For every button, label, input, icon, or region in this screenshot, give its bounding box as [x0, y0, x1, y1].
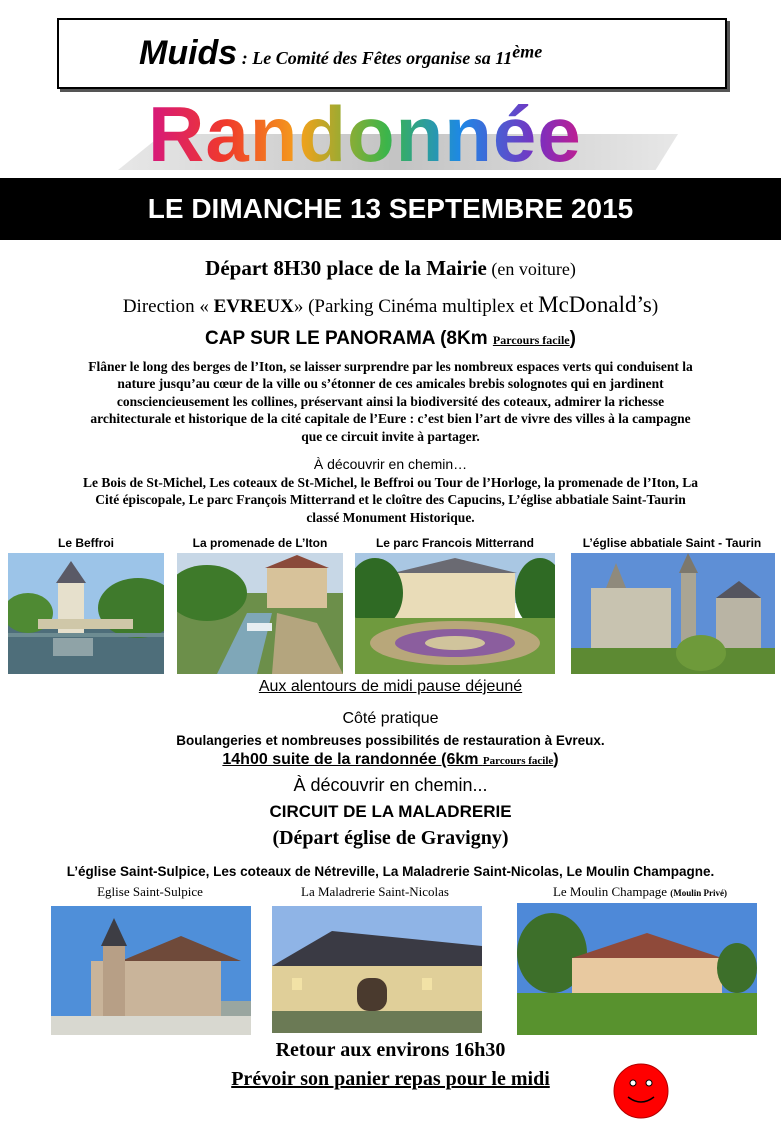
route2-difficulty: Parcours facile [482, 755, 554, 767]
direction-brand: McDonald’s [538, 292, 652, 317]
maladrerie-photo [272, 906, 482, 1033]
description-line: consciencieusement les collines, préservant ainsi la biodiversité des coteaux, admirer la richesse [116, 393, 665, 409]
return-time: Retour aux environs 16h30 [275, 1039, 506, 1061]
direction-prefix: Direction « [122, 296, 214, 317]
smiley-icon [613, 1063, 669, 1119]
title-wordart [118, 90, 708, 178]
photo-caption: L’église abbatiale Saint - Taurin [582, 536, 762, 550]
bring-lunch: Prévoir son panier repas pour le midi [231, 1068, 550, 1090]
header-box [57, 18, 727, 89]
direction-city: EVREUX [213, 296, 294, 317]
discover-heading-1: À découvrir en chemin… [313, 456, 468, 472]
route1-title: CAP SUR LE PANORAMA (8Km [205, 328, 493, 349]
river-walk-photo [177, 553, 343, 674]
departure-main: Départ 8H30 place de la Mairie [205, 256, 487, 280]
header-tagline: Le Comité des Fêtes organise sa 11 [252, 48, 513, 68]
route2-line [0, 751, 781, 769]
sights-line: Cité épiscopale, Le parc François Mitterrand et le cloître des Capucins, L’église abbatiale Saint-Taurin [95, 492, 686, 508]
route2-title: 14h00 suite de la randonnée (6km [222, 751, 483, 768]
direction-end: ) [651, 296, 659, 317]
photo-caption: Eglise Saint-Sulpice [97, 884, 203, 899]
departure-note: (en voiture) [486, 259, 576, 279]
route1-line [0, 328, 781, 350]
direction-middle: » (Parking Cinéma multiplex et [293, 296, 539, 317]
photo-caption: Le Beffroi [57, 536, 114, 550]
sights-line: classé Monument Historique. [306, 509, 475, 525]
mill-photo [517, 903, 757, 1035]
sights-list-1 [0, 474, 781, 526]
sights-line: Le Bois de St-Michel, Les coteaux de St-Michel, le Beffroi ou Tour de l’Horloge, la promenade de l’Iton, La [83, 475, 698, 490]
photo-caption: La Maladrerie Saint-Nicolas [301, 884, 449, 899]
route1-difficulty: Parcours facile [492, 333, 570, 347]
park-photo [355, 553, 555, 674]
town-name: Muids [139, 34, 238, 72]
photo-caption: La promenade de L’Iton [192, 536, 328, 550]
practical-text: Boulangeries et nombreuses possibilités de restauration à Evreux. [176, 733, 605, 748]
photo-caption: Le parc Francois Mitterrand [375, 536, 535, 550]
belfry-photo [8, 553, 164, 674]
route1-end: ) [569, 328, 576, 349]
description-line: nature jusqu’au cœur de la ville ou s’étonner de ces amicales brebis solognotes qui en jardinent [117, 376, 664, 392]
photo-caption-note: (Moulin Privé) [670, 888, 728, 898]
description-line: que ce circuit invite à partager. [301, 428, 480, 444]
departure-line [0, 256, 781, 281]
abbey-church-photo [571, 553, 775, 674]
header-tagline-sup: ème [512, 41, 543, 62]
date-banner: LE DIMANCHE 13 SEPTEMBRE 2015 [0, 178, 781, 240]
route2-end: ) [553, 751, 559, 768]
direction-line [0, 292, 781, 318]
circuit-name: CIRCUIT DE LA MALADRERIE [269, 802, 512, 821]
church-photo [51, 906, 251, 1035]
description-line: Flâner le long des berges de l’Iton, se laisser surprendre par les nombreux espaces verts qui conduisent la [88, 359, 693, 374]
description [0, 358, 781, 445]
description-line: architecturale et historique de la cité capitale de l’Eure : c’est bien l’art de vivre des villes à la campagne [90, 411, 691, 427]
lunch-line [0, 678, 781, 696]
photo-caption: Le Moulin Champage [552, 884, 671, 899]
sights-list-2: L’église Saint-Sulpice, Les coteaux de Nétreville, La Maladrerie Saint-Nicolas, Le Moulin Champagne. [66, 864, 715, 879]
lunch-text: Aux alentours de midi pause déjeuné [258, 678, 523, 695]
practical-heading: Côté pratique [342, 710, 439, 727]
discover-heading-2: À découvrir en chemin... [293, 775, 488, 795]
page-title: Randonnée [148, 90, 582, 178]
photo-caption-group [510, 884, 770, 900]
header-sep: : [237, 48, 253, 68]
circuit-start: (Départ église de Gravigny) [272, 827, 509, 849]
